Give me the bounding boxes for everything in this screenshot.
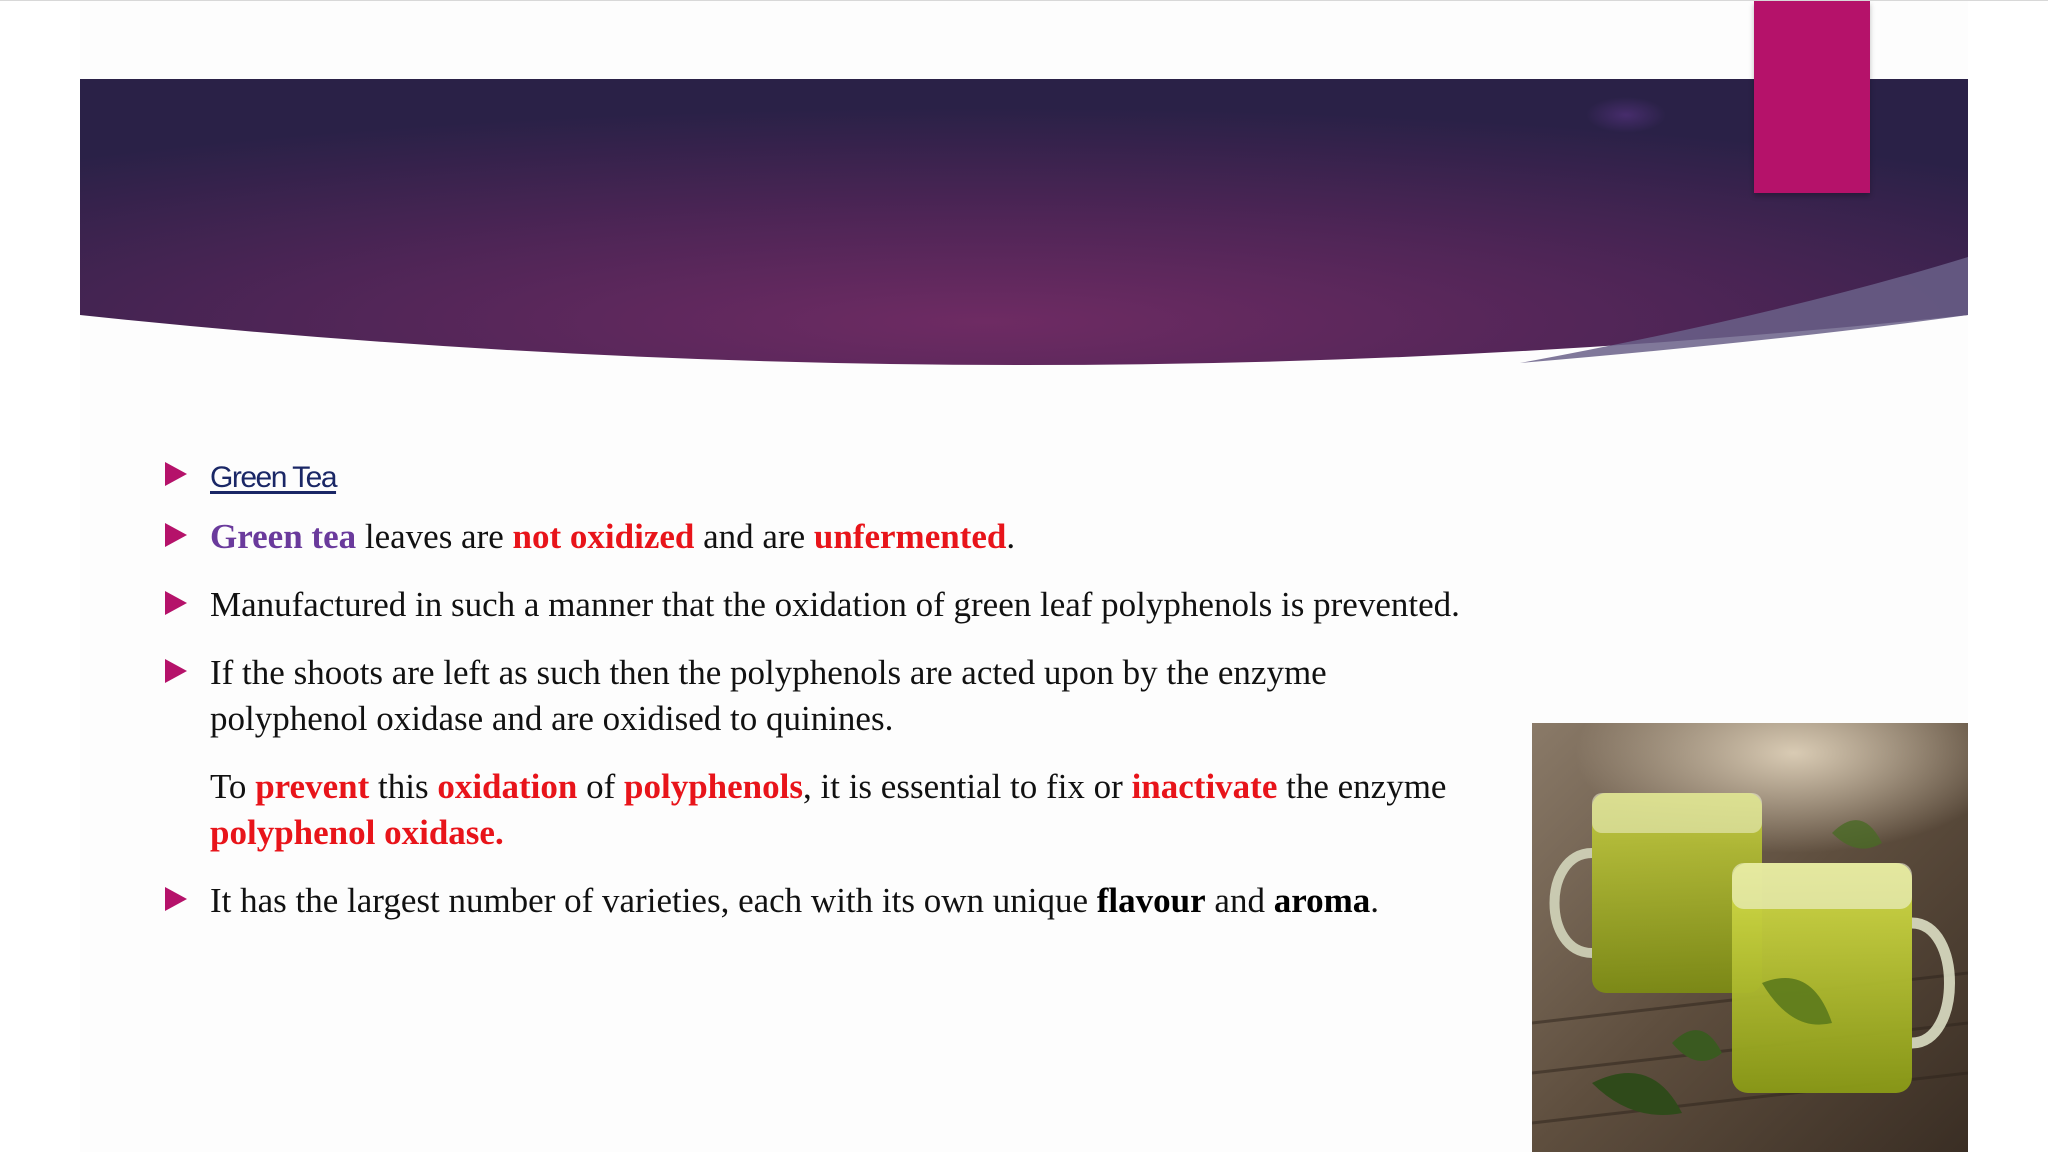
text-segment: of	[577, 767, 625, 806]
bullet-2	[210, 582, 1730, 628]
emphasis-aroma: aroma	[1273, 881, 1371, 920]
emphasis-unfermented: unfermented	[813, 517, 1007, 556]
text-segment: leaves are	[356, 517, 513, 556]
emphasis-oxidation: oxidation	[437, 767, 578, 806]
bullet-1	[210, 514, 1730, 560]
bullet-arrow-icon	[165, 659, 187, 683]
emphasis-polyphenol-oxidase: polyphenol oxidase.	[210, 813, 504, 852]
emphasis-prevent: prevent	[255, 767, 370, 806]
text-line: polyphenol oxidase and are oxidised to quinines.	[210, 699, 894, 738]
text-segment: , it is essential to fix or	[803, 767, 1132, 806]
bullet-arrow-icon	[165, 462, 187, 486]
text-segment: .	[1370, 881, 1380, 920]
bullet-arrow-icon	[165, 523, 187, 547]
emphasis-not-oxidized: not oxidized	[512, 517, 695, 556]
emphasis-polyphenols: polyphenols	[624, 767, 803, 806]
green-tea-cups-photo	[1532, 723, 1968, 1152]
text-segment: and	[1205, 881, 1274, 920]
text-segment: this	[369, 767, 438, 806]
text-segment: It has the largest number of varieties, each with its own unique	[210, 881, 1097, 920]
section-heading: Green Tea	[210, 461, 337, 494]
text-segment: To	[210, 767, 256, 806]
bullet-arrow-icon	[165, 887, 187, 911]
bullet-4	[210, 764, 1532, 856]
bullet-5	[210, 878, 1730, 924]
text-segment: and are	[694, 517, 814, 556]
text-segment: Manufactured in such a manner that the oxidation of green leaf polyphenols is prevented.	[210, 585, 1460, 624]
bullet-3	[210, 650, 1730, 742]
emphasis-flavour: flavour	[1096, 881, 1206, 920]
text-line: If the shoots are left as such then the polyphenols are acted upon by the enzyme	[210, 653, 1327, 692]
text-segment: .	[1006, 517, 1016, 556]
emphasis-green-tea: Green tea	[210, 517, 357, 556]
text-segment: the enzyme	[1277, 767, 1447, 806]
bullet-arrow-icon	[165, 591, 187, 615]
bullet-heading	[210, 453, 1730, 501]
emphasis-inactivate: inactivate	[1131, 767, 1278, 806]
